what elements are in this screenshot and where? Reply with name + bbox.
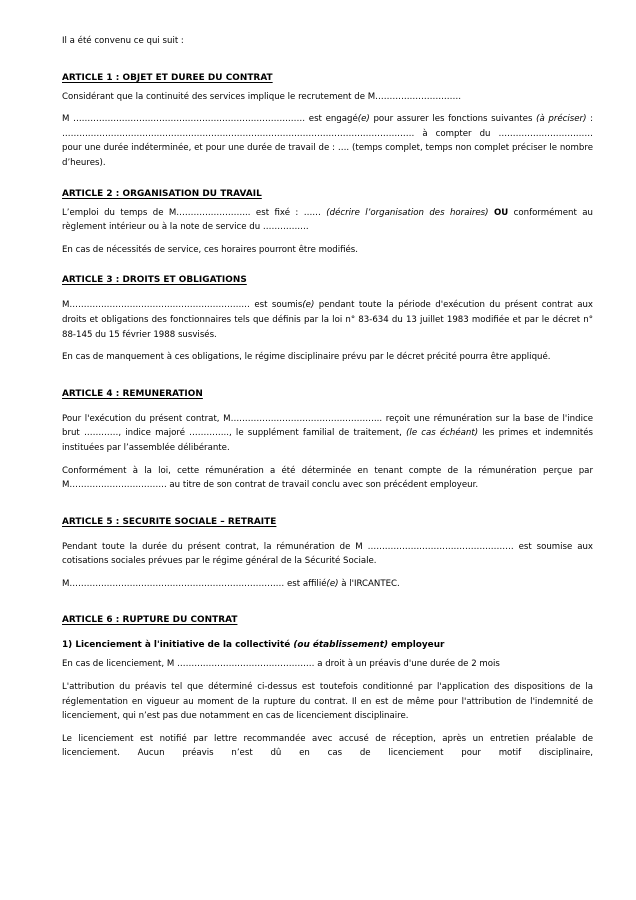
spacer bbox=[62, 569, 593, 577]
spacer bbox=[62, 627, 593, 638]
spacer bbox=[62, 342, 593, 350]
article-4-heading: ARTICLE 4 : REMUNERATION bbox=[62, 388, 203, 399]
spacer bbox=[62, 171, 593, 187]
article-3-paragraph-1: M……………………………………………………… est soumis(e) pendant toute la période d'exécution du présent contrat aux droits et obligations des fonctionnaires tels que définis par la loi n° 83-634 du 13 juillet 1983 modifiée et par le décret n° 88-145 du 15 février 1988 susvisés. bbox=[62, 300, 594, 340]
spacer bbox=[62, 257, 593, 273]
article-5-heading: ARTICLE 5 : SECURITE SOCIALE – RETRAITE bbox=[62, 516, 277, 527]
article-4-paragraph-2: Conformément à la loi, cette rémunération a été déterminée en tenant compte de la rémunération perçue par M……………………………. au titre de son contrat de travail conclu avec son précédent employeur. bbox=[62, 465, 593, 491]
spacer bbox=[62, 591, 593, 613]
spacer bbox=[62, 529, 593, 540]
spacer bbox=[62, 672, 593, 680]
article-1-heading: ARTICLE 1 : OBJET ET DUREE DU CONTRAT bbox=[62, 72, 273, 83]
intro-line: Il a été convenu ce qui suit : bbox=[62, 36, 184, 46]
article-6-paragraph-2: L'attribution du préavis tel que déterminé ci-dessus est toutefois conditionné par l'application des dispositions de la réglementation en vigueur au moment de la rupture du contrat. Il en est de même pour l'attribution de l'indemnité de licenciement, qui n’est pas due notamment en cas de licenciement disciplinaire. bbox=[62, 682, 593, 722]
article-3-heading: ARTICLE 3 : DROITS ET OBLIGATIONS bbox=[62, 275, 247, 286]
spacer bbox=[62, 287, 593, 298]
spacer bbox=[62, 401, 593, 412]
spacer bbox=[62, 104, 593, 112]
article-5-paragraph-2: M………………………………………………………………… est affilié(e) à l'IRCANTEC. bbox=[62, 578, 400, 589]
article-6-paragraph-3: Le licenciement est notifié par lettre recommandée avec accusé de réception, après un entretien préalable de licenciement. Aucun préavis n’est dû en cas de licenciement pour motif disciplinaire, bbox=[62, 733, 593, 759]
article-1-paragraph-2: M ……………………………………………………………………… est engagé(e) pour assurer les fonctions suivantes (à préciser) : …………………………………………………………………………………………………………… à compter du …………………………… pour une durée indéterminée, et pour une durée de travail de : …. (temps complet, temps non complet préciser le nombre d’heures). bbox=[62, 114, 593, 168]
spacer bbox=[62, 493, 593, 515]
spacer bbox=[62, 365, 593, 387]
article-6-heading: ARTICLE 6 : RUPTURE DU CONTRAT bbox=[62, 615, 238, 626]
article-4-paragraph-1: Pour l'exécution du présent contrat, M…………………………………………….. reçoit une rémunération sur la base de l'indice brut …………, indice majoré ………….., le supplément familial de traitement, (le cas échéant) les primes et indemnités instituées par l’assemblée délibérante. bbox=[62, 413, 594, 453]
article-3-paragraph-2: En cas de manquement à ces obligations, le régime disciplinaire prévu par le décret précité pourra être appliqué. bbox=[62, 352, 551, 363]
spacer bbox=[62, 724, 593, 732]
article-6-subheading-1: 1) Licenciement à l'initiative de la collectivité (ou établissement) employeur bbox=[62, 640, 445, 651]
article-2-paragraph-1: L’emploi du temps de M…………………….. est fixé : …… (décrire l’organisation des horaires) OU conformément au règlement intérieur ou à la note de service du ……………. bbox=[62, 207, 593, 233]
spacer bbox=[62, 235, 593, 243]
article-1-paragraph-1: Considérant que la continuité des services implique le recrutement de M………………………… bbox=[62, 91, 462, 102]
article-5-paragraph-1: Pendant toute la durée du présent contrat, la rémunération de M …………………………………………… est soumise aux cotisations sociales prévues par le régime général de la Sécurité Sociale. bbox=[62, 541, 593, 567]
article-2-paragraph-2: En cas de nécessités de service, ces horaires pourront être modifiés. bbox=[62, 244, 359, 255]
document-body bbox=[62, 34, 593, 761]
spacer bbox=[62, 49, 593, 71]
article-6-paragraph-1: En cas de licenciement, M ………………………………………… a droit à un préavis d'une durée de 2 mois bbox=[62, 659, 500, 670]
spacer bbox=[62, 456, 593, 464]
article-2-heading: ARTICLE 2 : ORGANISATION DU TRAVAIL bbox=[62, 188, 262, 199]
